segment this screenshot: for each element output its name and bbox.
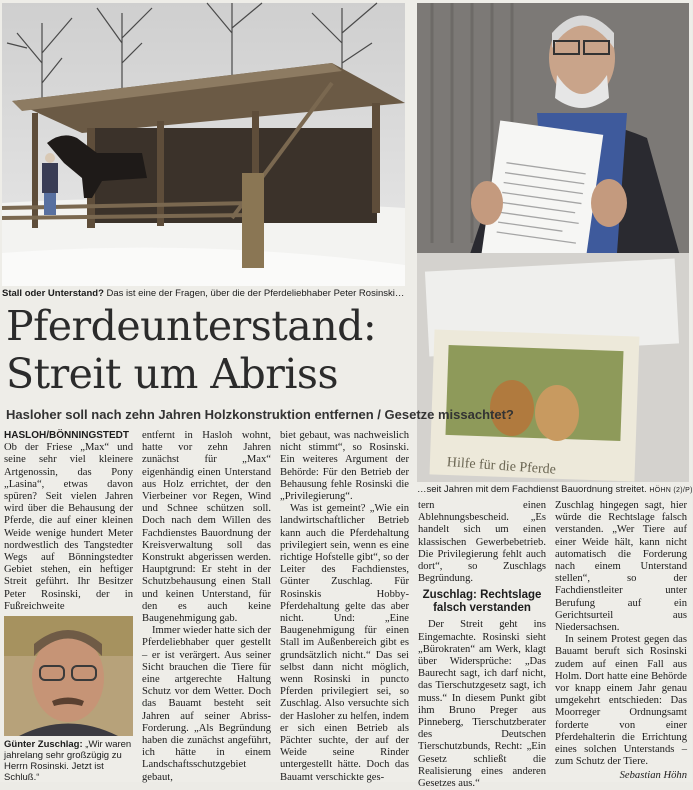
dateline: HASLOH/BÖNNINGSTEDT xyxy=(4,430,129,441)
headline-line2: Streit um Abriss xyxy=(6,350,339,398)
paragraph: entfernt in Hasloh wohnt, hatte vor zehn Jahren zunächst für „Max“ eigenhändig einen Unterstand aus Holz errichtet, der den Vierbeiner vor Regen, Wind und Schnee schützen soll. Doch nach dem Willen des Fachdienstes Bauordnung der Kreisverwaltung soll das Konstrukt abgerissen werden. Hauptgrund: Er steht in der Schutzbehausung einen Stall und keinen Unterstand, für den es auch keine Baugenehmigung gab. xyxy=(142,430,271,625)
paragraph: biet gebaut, was nachweislich nicht stimmt“, so Rosinski. Ein weiteres Argument der Behörde: Für den Betrieb der Behausung fehle Rosinski die „Privilegierung“. xyxy=(280,430,409,503)
owner-photo-caption xyxy=(417,484,693,496)
photo-credit: HÖHN (2)/P) xyxy=(649,487,693,494)
article-column-5 xyxy=(555,500,687,780)
shelter-photo xyxy=(2,3,405,286)
paragraph: Immer wieder hatte sich der Pferdeliebhaber quer gestellt – er ist verärgert. Aus seiner Sicht brauchen die Tiere für eine artgerechte Haltung Schutz vor dem Wetter. Doch das Bauamt besteht seit Jahren auf seiner Abriss-Forderung. „Als Begründung haben die zunächst angeführt, ich hätte in einem Landschaftsschutzgebiet gebaut, xyxy=(142,625,271,783)
paragraph: Der Streit geht ins Eingemachte. Rosinski sieht „Bürokraten“ am Werk, klagt über Widersprüche: „Das Baurecht sagt, ich darf nicht, das Tierschutzgesetz sagt, ich muss.“ In diesem Punkt gibt ihm Bruno Preger aus Pinneberg, Tierschutzberater des Deutschen Tierschutzbunds, Recht: „Ein Gesetz schließt die Realisierung eines anderen Gesetzes aus.“ xyxy=(418,619,546,790)
subhead: Hasloher soll nach zehn Jahren Holzkonstruktion entfernen / Gesetze missachtet? xyxy=(6,407,514,422)
portrait-illustration xyxy=(4,616,133,736)
article-column-3 xyxy=(280,430,409,783)
article-column-1 xyxy=(4,430,133,612)
headline-line1: Pferdeunterstand: xyxy=(6,302,377,350)
article-column-4 xyxy=(418,500,546,790)
shelter-photo-illustration xyxy=(2,3,405,286)
portrait-caption xyxy=(4,739,133,783)
lead-paragraph: Ob der Friese „Max“ und seine sehr viel kleinere Artgenossin, das Pony „Lasina“, etwas davon spüren? Seit vielen Jahren wird über die Behausung der Pferde, die auf einer kleinen Weide wenige hundert Meter nordwestlich des Tangstedter Wegs auf Bönningstedter Gebiet stehen, ein heftiger Streit geführt. Ihr Besitzer Peter Rosinski, der in Fußreichweite xyxy=(4,442,133,612)
caption-text: „Wir waren jahrelang sehr großzügig zu Herrn Rosinski. Jetzt ist Schluß.“ xyxy=(4,739,132,783)
brochure-title: Hilfe für die Pferde xyxy=(446,455,557,478)
paragraph: Zuschlag hingegen sagt, hier würde die Rechtslage falsch verstanden. „Wer Tiere auf einer Weide hält, kann nicht automatisch die Forderung nach einem Unterstand stellen“, so der Fachdienstleiter unter Berufung auf ein Gerichtsurteil aus Niedersachsen. xyxy=(555,500,687,634)
shelter-photo-caption xyxy=(2,288,405,299)
paragraph: tern einen Ablehnungsbescheid. „Es handelt sich um einen klassischen Gewerbebetrieb. Die Privilegierung fehlt auch dort“, so Zuschlags Begründung. xyxy=(418,500,546,585)
column-subhead: Zuschlag: Rechtslage falsch verstanden xyxy=(422,589,542,615)
author-name: Sebastian Höhn xyxy=(619,770,687,782)
caption-text: …seit Jahren mit dem Fachdienst Bauordnung streitet. xyxy=(417,484,647,495)
caption-bold: Günter Zuschlag: xyxy=(4,739,83,750)
caption-text: Das ist eine der Fragen, über die der Pferdeliebhaber Peter Rosinski… xyxy=(103,288,405,299)
article-column-2 xyxy=(142,430,271,783)
paragraph: Was ist gemeint? „Wie ein landwirtschaftlicher Betrieb kann auch die Pferdehaltung privilegiert sein, wenn es eine richtige Hofstelle gibt“, so der Leiter des Fachdienstes, Günter Zuschlag. Für Rosinskis Hobby-Pferdehaltung gelte das aber nicht. Und: „Eine Baugenehmigung für einen Stall im Außenbereich gibt es grundsätzlich nicht.“ Das sei selbst dann nicht möglich, wenn Rosinski in puncto Pferden privilegiert sei, so Zuschlag. Also versuchte sich der Hasloher zu helfen, indem er sich einen Betrieb als Pächter suchte, der auf der Weide seine Rinder untergestellt hätte. Doch das Bauamt verschickte ges- xyxy=(280,503,409,783)
zuschlag-portrait xyxy=(4,616,133,736)
paragraph: In seinem Protest gegen das Bauamt beruft sich Rosinski zudem auf einen Fall aus Holm. Dort hatte eine Behörde vor knapp einem Jahr genau umgekehrt entschieden: Das Moorreger Ordnungsamt forderte von einer Pferdehalterin die Errichtung eines solchen Unterstands – zum Schutz der Tiere. xyxy=(555,634,687,768)
caption-bold: Stall oder Unterstand? xyxy=(2,288,104,299)
